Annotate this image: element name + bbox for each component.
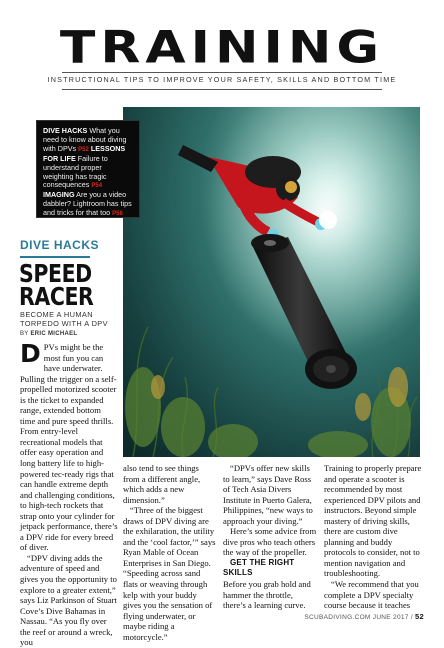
diver-photo bbox=[123, 107, 420, 457]
teaser-head: DIVE HACKS bbox=[43, 126, 88, 135]
teaser-box bbox=[36, 120, 140, 218]
masthead bbox=[0, 18, 444, 78]
article-deck: BECOME A HUMAN TORPEDO WITH A DPV bbox=[20, 310, 108, 328]
paragraph bbox=[20, 339, 118, 553]
teaser-text: Are you a video dabbler? Lightroom has tips and tricks for that too bbox=[43, 190, 132, 218]
teaser-page: P54 bbox=[91, 183, 103, 190]
body-column-4 bbox=[324, 463, 424, 611]
page-number: 52 bbox=[415, 612, 424, 621]
section-title: TRAINING bbox=[59, 22, 385, 74]
divider bbox=[62, 72, 382, 73]
paragraph: Here’s some advice from dive pros who teach others the way of the propeller. bbox=[223, 526, 317, 558]
paragraph: “Three of the biggest draws of DPV diving are the exhilaration, the utility and the ‘cool factor,’” says Ryan Mable of Ocean Enterprises in San Diego. “Speeding across sand flats or weaving through kelp with your buddy gives you the sensation of flying underwater, or maybe riding a motorcycle.” bbox=[123, 505, 216, 642]
body-column-2 bbox=[123, 463, 217, 642]
teaser-page: P56 bbox=[112, 211, 123, 218]
headline-line: RACER bbox=[19, 282, 94, 311]
divider bbox=[62, 89, 382, 90]
byline-author: ERIC MICHAEL bbox=[30, 331, 78, 337]
body-column-1 bbox=[20, 339, 118, 648]
paragraph: “We recommend that you complete a DPV specialty course because it teaches bbox=[324, 579, 419, 611]
site-url: SCUBADIVING.COM bbox=[304, 614, 371, 621]
teaser-page: P52 bbox=[78, 146, 89, 153]
paragraph: Before you grab hold and hammer the throttle, there’s a learning curve. bbox=[223, 579, 311, 611]
paragraph-text: PVs might be the most fun you can have underwater. Pulling the trigger on a self-propelled motorized scooter is the ticket to expanded range, extended bottom time and pure speed thrills. From entry-level recreational models that offer easy operation and long battery life to high-powered tec-ready rigs that can handle extreme depth and challenging conditions, to high-tech rockets that strap onto your cylinder for jetpack performance, there’s a DPV ride for every breed of diver. bbox=[20, 342, 118, 553]
paragraph: also tend to see things from a different angle, which adds a new dimension.” bbox=[123, 463, 201, 505]
paragraph: “DPVs offer new skills to learn,” says Dave Ross of Tech Asia Divers Institute in Puerto Galera, Philippines, “new ways to approach your diving.” bbox=[223, 463, 313, 526]
byline bbox=[20, 331, 77, 337]
headline-line: SPEED bbox=[19, 259, 92, 288]
drop-cap: D bbox=[20, 339, 41, 368]
paragraph: “DPV diving adds the adventure of speed and gives you the opportunity to explore to a greater extent,” says Liz Parkinson of Stuart Cove’s Dive Bahamas in Nassau. “As you fly over the reef or around a wreck, you bbox=[20, 552, 117, 648]
paragraph: Training to properly prepare and operate a scooter is recommended by most experienced DPV pilots and instructors. Beyond simple mastery of driving skills, there are custom dive planning and buddy protocols to consider, not to mention navigation and troubleshooting. bbox=[324, 463, 422, 579]
issue-date: JUNE 2017 bbox=[372, 614, 409, 621]
divider bbox=[20, 256, 90, 258]
body-column-3 bbox=[223, 463, 317, 611]
subhead: GET THE RIGHT SKILLS bbox=[223, 557, 295, 578]
article-headline bbox=[19, 259, 109, 311]
teaser-text: Failure to understand proper weighting has tragic consequences bbox=[43, 153, 108, 190]
teaser-head: LESSONS FOR LIFE bbox=[43, 143, 126, 163]
byline-prefix: BY bbox=[20, 331, 31, 337]
section-tag: DIVE HACKS bbox=[20, 238, 100, 252]
page-folio: SCUBADIVING.COM JUNE 2017 / 52 bbox=[304, 612, 424, 621]
teaser-head: IMAGING bbox=[43, 190, 75, 200]
section-subtitle: INSTRUCTIONAL TIPS TO IMPROVE YOUR SAFETY, SKILLS AND BOTTOM TIME bbox=[47, 75, 397, 84]
teaser-text: What you need to know about diving with DPVs bbox=[43, 126, 127, 153]
